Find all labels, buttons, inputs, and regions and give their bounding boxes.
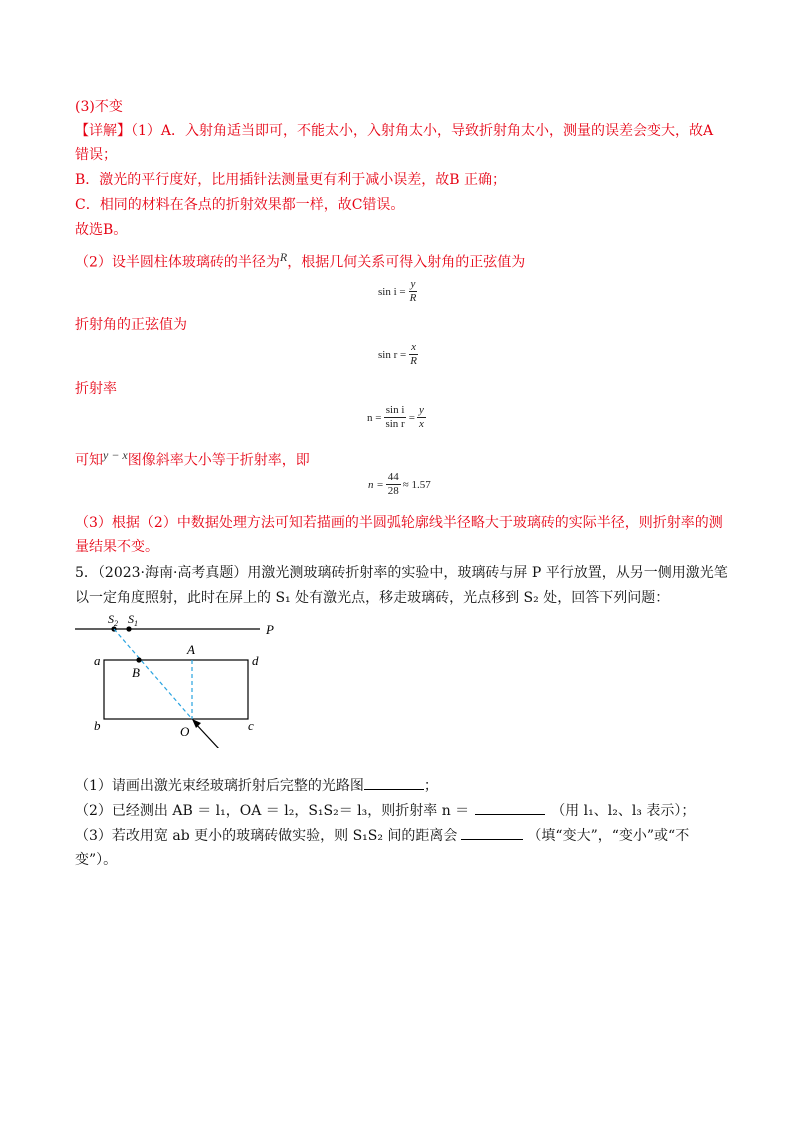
q3-tail: （填“变大”，“变小”或“不 [527,828,690,844]
point-b [136,657,141,662]
question-stem-1: 5．（2023·海南·高考真题）用激光测玻璃砖折射率的实验中，玻璃砖与屏 P 平行放置，从另一侧用激光笔 [75,565,728,581]
question-1 [75,775,735,796]
optics-figure [70,608,310,748]
part2-intro-text: （2）设半圆柱体玻璃砖的半径为 [75,254,280,271]
part2-R: R [279,250,288,264]
q3-answer-blank[interactable] [461,825,523,840]
equation-sin-r [378,341,421,368]
slope-post: 图像斜率大小等于折射率，即 [127,452,310,469]
equation-sin-i [378,278,420,305]
q1-tail: ； [423,778,438,794]
eq3-num1: sin i [385,404,405,416]
eq2-den: R [410,355,417,367]
label-b: b [94,718,101,733]
slope-pre: 可知 [75,452,103,469]
eq1-fraction [408,278,419,305]
dashed-ray-s2-o [114,629,192,719]
detail-line-1 [75,121,735,141]
index-text: 折射率 [75,381,117,397]
eq3-fraction-2 [417,404,426,431]
eq4-rhs: ≈ 1.57 [402,478,431,491]
label-a-upper: A [187,642,195,657]
part2-intro-tail: ，根据几何关系可得入射角的正弦值为 [287,254,526,271]
question-stem-2: 以一定角度照射，此时在屏上的 S₁ 处有激光点，移走玻璃砖，光点移到 S₂ 处，回答下列问题： [75,590,670,606]
label-o: O [180,724,190,739]
answer-3: (3)不变 [75,99,123,115]
glass-block [104,660,248,719]
point-s1 [126,626,131,631]
part2-intro [75,247,735,273]
eq3-mid: = [408,411,415,424]
incident-ray [194,722,233,748]
eq4-den: 28 [387,485,399,497]
label-s1: $S_1$ [128,612,138,628]
eq1-den: R [409,292,417,304]
detail-text-1: （1）A．入射角适当即可，不能太小，入射角太小，导致折射角太小，测量的误差会变大，故A [131,123,714,139]
eq3-den2: x [418,418,424,430]
detail-line-1b: 错误； [75,147,117,163]
eq4-num: 44 [387,471,399,483]
detail-tag: 【详解】 [75,123,131,139]
q3-text: （3）若改用宽 ab 更小的玻璃砖做实验，则 S₁S₂ 间的距离会 [75,828,458,844]
label-d: d [252,653,259,668]
q2-tail: （用 l₁、l₂、l₃ 表示）； [551,803,696,819]
eq4-lhs: n = [368,478,384,491]
slope-text [75,445,735,471]
incident-arrowhead [192,719,201,728]
eq2-fraction [408,341,419,368]
question-3 [75,825,735,846]
eq3-num2: y [418,404,424,416]
detail-line-2: B．激光的平行度好，比用插针法测量更有利于减小误差，故B 正确； [75,172,507,188]
eq2-lhs: sin r = [378,348,407,361]
eq3-fraction-1 [383,404,406,431]
q2-text: （2）已经测出 AB ＝ l₁，OA ＝ l₂，S₁S₂＝ l₃，则折射率 n ＝ [75,803,470,819]
refraction-sine-text: 折射角的正弦值为 [75,317,187,333]
slope-var: y − x [103,448,128,462]
label-b-upper: B [132,665,140,680]
label-s2: $S_2$ [108,612,118,628]
label-p: P [266,622,274,637]
label-a: a [94,653,101,668]
q2-answer-blank[interactable] [475,800,545,815]
equation-n-value [368,471,431,498]
q1-answer-blank[interactable] [364,775,424,790]
part3-line-2: 量结果不变。 [75,539,159,555]
part3-line-1: （3）根据（2）中数据处理方法可知若描画的半圆弧轮廓线半径略大于玻璃砖的实际半径，则折射率的测 [75,515,723,531]
label-c: c [248,718,254,733]
eq1-num: y [410,278,416,290]
eq3-den1: sin r [385,418,405,430]
eq4-fraction [386,471,401,498]
question-2 [75,800,735,821]
equation-n [367,404,428,431]
eq2-num: x [411,341,417,353]
detail-line-4: 故选B。 [75,222,128,238]
eq1-lhs: sin i = [378,285,406,298]
eq3-lhs: n = [367,411,382,424]
q1-text: （1）请画出激光束经玻璃折射后完整的光路图 [75,778,364,794]
detail-line-3: C．相同的材料在各点的折射效果都一样，故C错误。 [75,197,405,213]
question-3-line-2: 变”）。 [75,852,118,868]
